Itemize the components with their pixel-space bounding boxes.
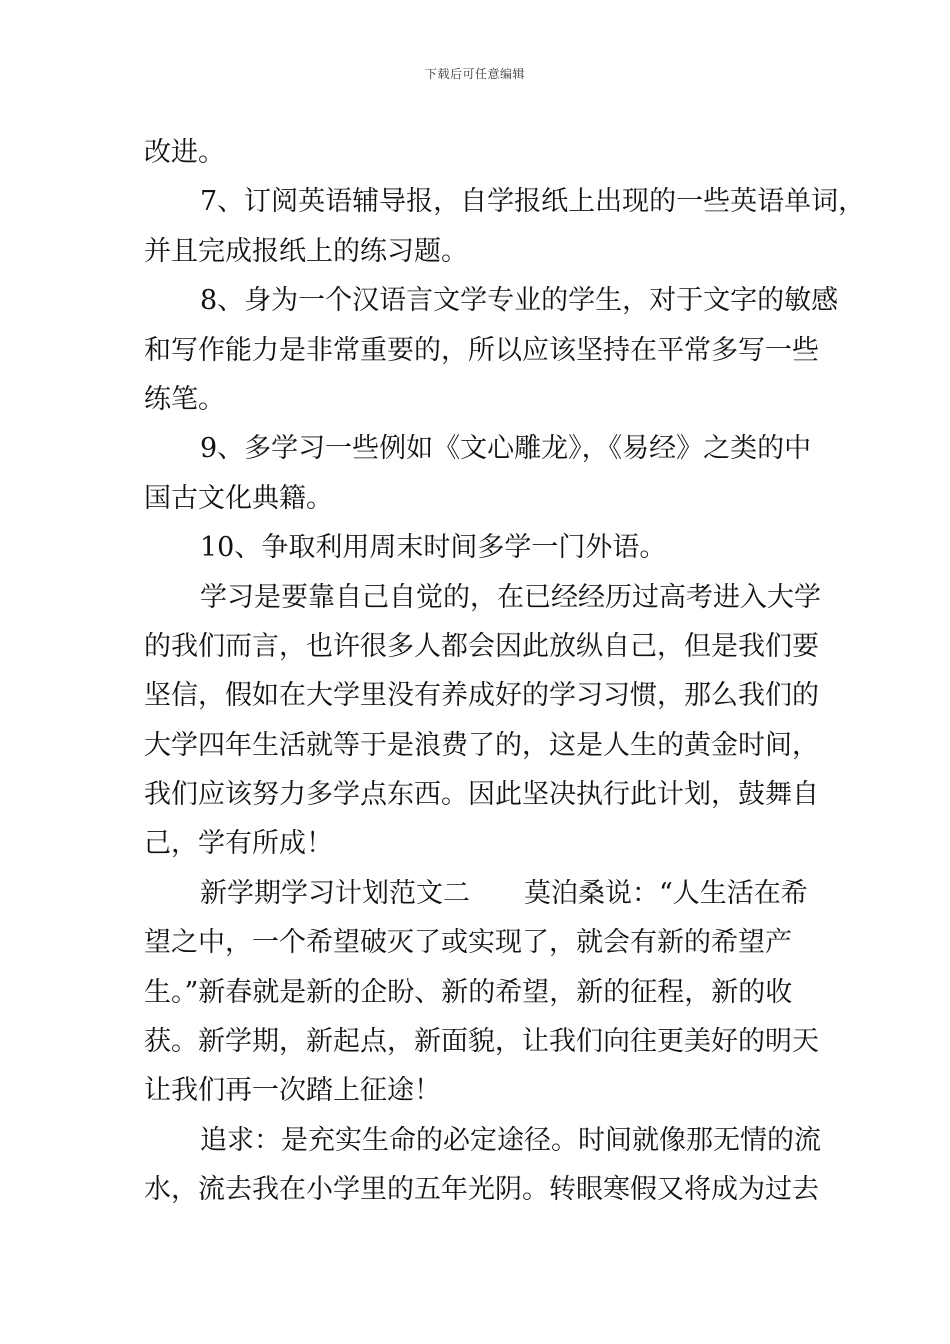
- text-line: 学习是要靠自己自觉的，在已经经历过高考进入大学: [200, 581, 821, 613]
- text-line: 9、多学习一些例如《文心雕龙》，《易经》之类的中: [200, 433, 812, 465]
- text-line: 生。”新春就是新的企盼、新的希望，新的征程，新的收: [144, 976, 793, 1008]
- text-line: 坚信，假如在大学里没有养成好的学习习惯，那么我们的: [144, 680, 819, 712]
- text-line: 新学期学习计划范文二 莫泊桑说：“人生活在希: [200, 877, 808, 909]
- text-line: 己，学有所成！: [144, 828, 333, 860]
- text-line: 10、争取利用周末时间多学一门外语。: [200, 532, 667, 564]
- text-line: 和写作能力是非常重要的，所以应该坚持在平常多写一些: [144, 334, 819, 366]
- text-line: 我们应该努力多学点东西。因此坚决执行此计划，鼓舞自: [144, 779, 819, 811]
- text-line: 练笔。: [144, 383, 225, 415]
- text-line: 7、订阅英语辅导报，自学报纸上出现的一些英语单词，: [200, 186, 866, 218]
- text-line: 国古文化典籍。: [144, 482, 333, 514]
- document-body: [144, 128, 866, 1215]
- text-line: 水，流去我在小学里的五年光阴。转眼寒假又将成为过去: [144, 1174, 819, 1206]
- text-line: 大学四年生活就等于是浪费了的，这是人生的黄金时间，: [144, 729, 819, 761]
- text-line: 8、身为一个汉语言文学专业的学生，对于文字的敏感: [200, 285, 839, 317]
- text-line: 的我们而言，也许很多人都会因此放纵自己，但是我们要: [144, 630, 819, 662]
- text-line: 追求：是充实生命的必定途径。时间就像那无情的流: [200, 1124, 821, 1156]
- text-line: 并且完成报纸上的练习题。: [144, 235, 468, 267]
- text-line: 改进。: [144, 137, 225, 168]
- text-line: 获。新学期，新起点，新面貌，让我们向往更美好的明天: [144, 1026, 819, 1058]
- page-header-note: 下载后可任意编辑: [424, 67, 525, 81]
- text-line: 望之中，一个希望破灭了或实现了，就会有新的希望产: [144, 927, 792, 959]
- text-line: 让我们再一次踏上征途！: [144, 1075, 441, 1107]
